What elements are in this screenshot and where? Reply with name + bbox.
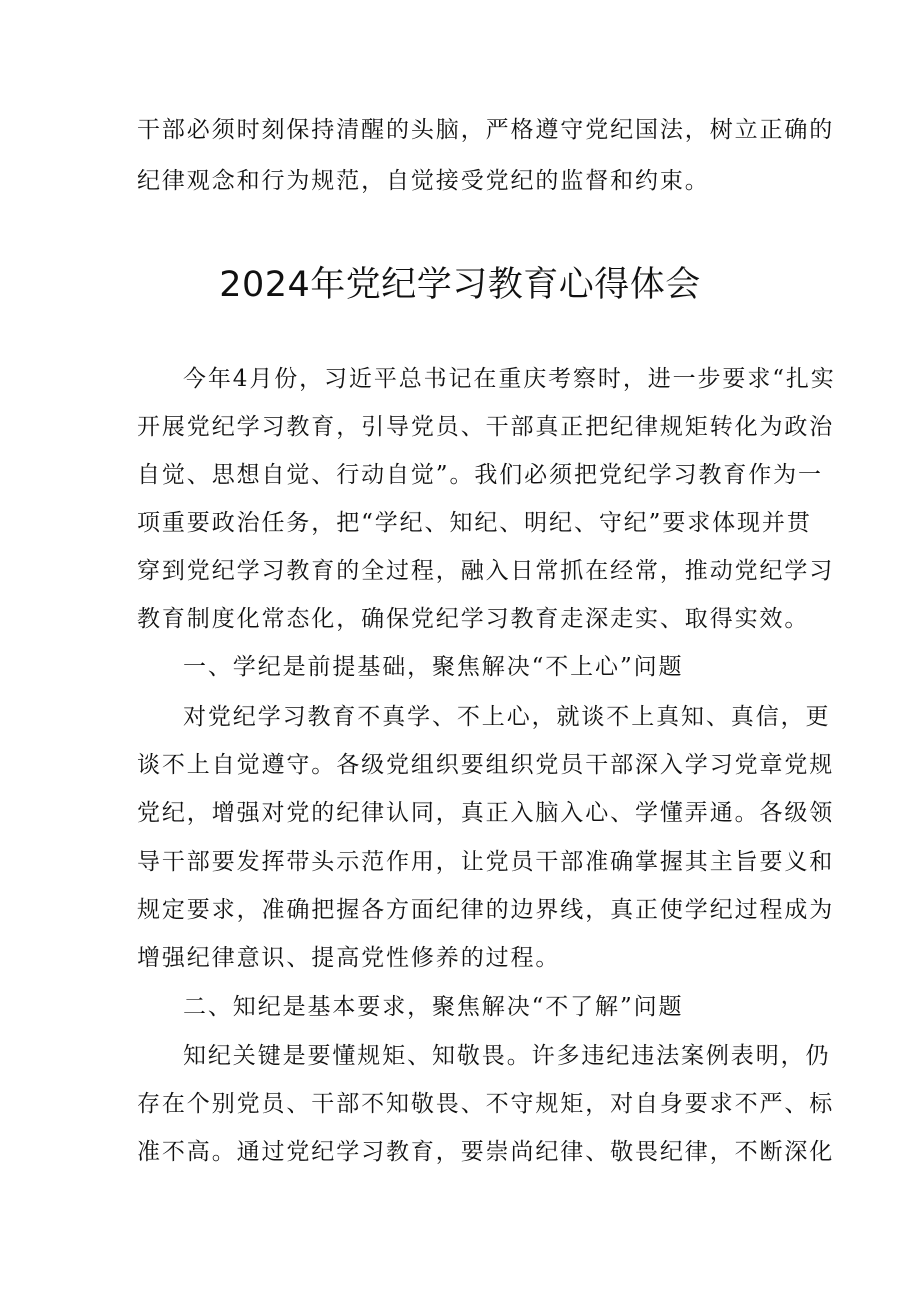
- paragraph-line: 开展党纪学习教育，引导党员、干部真正把纪律规矩转化为政治: [137, 414, 835, 440]
- paragraph-line: 今年4月份，习近平总书记在重庆考察时，进一步要求“扎实: [183, 366, 836, 392]
- paragraph-line: 知纪关键是要懂规矩、知敬畏。许多违纪违法案例表明，仍: [183, 1043, 831, 1069]
- document-title: 2024年党纪学习教育心得体会: [219, 265, 701, 305]
- paragraph-line: 项重要政治任务，把“学纪、知纪、明纪、守纪”要求体现并贯: [137, 510, 812, 536]
- section-heading: 一、学纪是前提基础，聚焦解决“不上心”问题: [183, 654, 684, 680]
- paragraph-line: 增强纪律意识、提高党性修养的过程。: [137, 945, 561, 971]
- paragraph-line: 存在个别党员、干部不知敬畏、不守规矩，对自身要求不严、标: [137, 1091, 835, 1117]
- paragraph-line: 穿到党纪学习教育的全过程，融入日常抓在经常，推动党纪学习: [137, 558, 835, 584]
- paragraph-line: 自觉、思想自觉、行动自觉”。我们必须把党纪学习教育作为一: [137, 462, 823, 488]
- paragraph-line: 教育制度化常态化，确保党纪学习教育走深走实、取得实效。: [137, 606, 810, 632]
- intro-line: 纪律观念和行为规范，自觉接受党纪的监督和约束。: [137, 168, 710, 194]
- intro-line: 干部必须时刻保持清醒的头脑，严格遵守党纪国法，树立正确的: [137, 117, 835, 143]
- paragraph-line: 导干部要发挥带头示范作用，让党员干部准确掌握其主旨要义和: [137, 849, 835, 875]
- paragraph-line: 谈不上自觉遵守。各级党组织要组织党员干部深入学习党章党规: [137, 752, 835, 778]
- paragraph-line: 规定要求，准确把握各方面纪律的边界线，真正使学纪过程成为: [137, 897, 835, 923]
- section-heading: 二、知纪是基本要求，聚焦解决“不了解”问题: [183, 994, 684, 1020]
- paragraph-line: 准不高。通过党纪学习教育，要崇尚纪律、敬畏纪律，不断深化: [137, 1139, 835, 1165]
- paragraph-line: 对党纪学习教育不真学、不上心，就谈不上真知、真信，更: [183, 704, 831, 730]
- paragraph-line: 党纪，增强对党的纪律认同，真正入脑入心、学懂弄通。各级领: [137, 800, 835, 826]
